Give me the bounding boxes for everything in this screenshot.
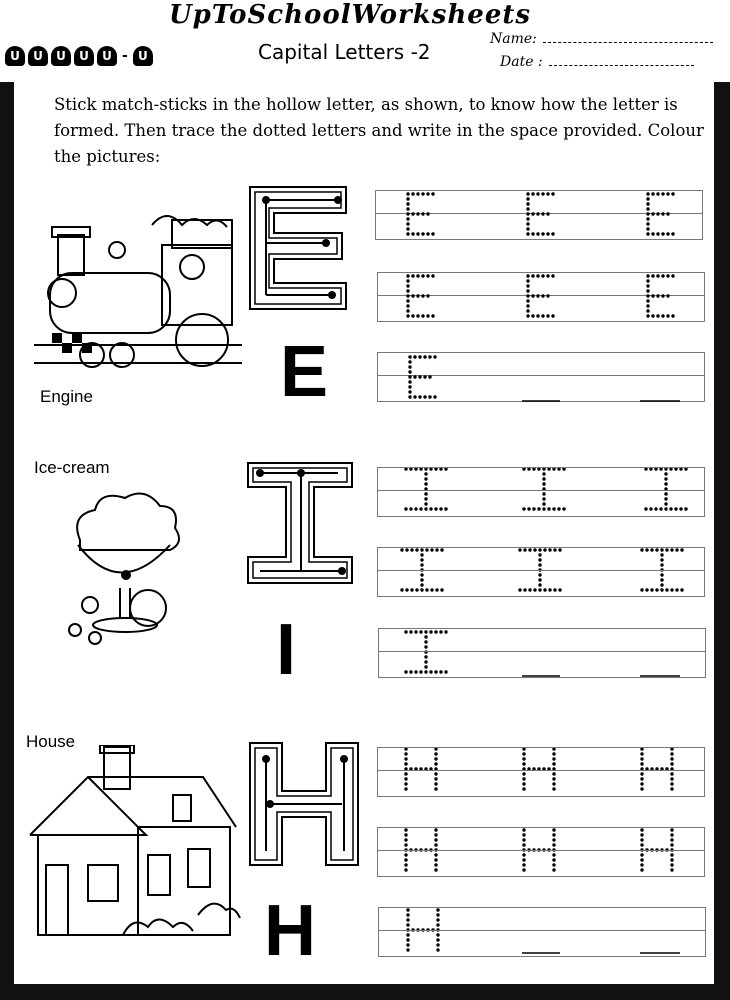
house-icon	[28, 745, 248, 950]
tracing-row[interactable]	[377, 747, 705, 797]
tracing-row[interactable]	[377, 467, 705, 517]
tracing-row[interactable]	[378, 907, 706, 957]
solid-letter: H	[264, 891, 316, 971]
badge-letter: U	[97, 46, 117, 66]
tracing-row[interactable]	[377, 547, 705, 597]
picture-label: House	[26, 732, 76, 751]
hollow-letter-h	[248, 741, 360, 867]
ice-cream-icon	[60, 490, 190, 645]
instructions-text: Stick match-sticks in the hollow letter, as shown, to know how the letter is formed. Then trace the dotted letters and write in the space provided. Colour the pictures:	[54, 95, 704, 166]
name-label: Name:	[490, 31, 537, 47]
badge-letter: U	[133, 46, 153, 66]
picture-label: Engine	[40, 387, 93, 406]
tracing-row[interactable]	[378, 628, 706, 678]
hollow-letter-i	[246, 461, 356, 585]
solid-letter: I	[276, 610, 297, 690]
date-label: Date :	[500, 54, 543, 70]
badge-letter: U	[28, 46, 48, 66]
badge-letter: U	[51, 46, 71, 66]
solid-letter: E	[280, 332, 329, 412]
brand-badges: U U U U U - U	[5, 42, 153, 70]
badge-letter: U	[74, 46, 94, 66]
tracing-row[interactable]	[377, 827, 705, 877]
brand-title: UpToSchoolWorksheets	[168, 0, 532, 30]
worksheet-subtitle: Capital Letters -2	[258, 40, 431, 64]
picture-label: Ice-cream	[34, 458, 110, 477]
badge-letter: U	[5, 46, 25, 66]
